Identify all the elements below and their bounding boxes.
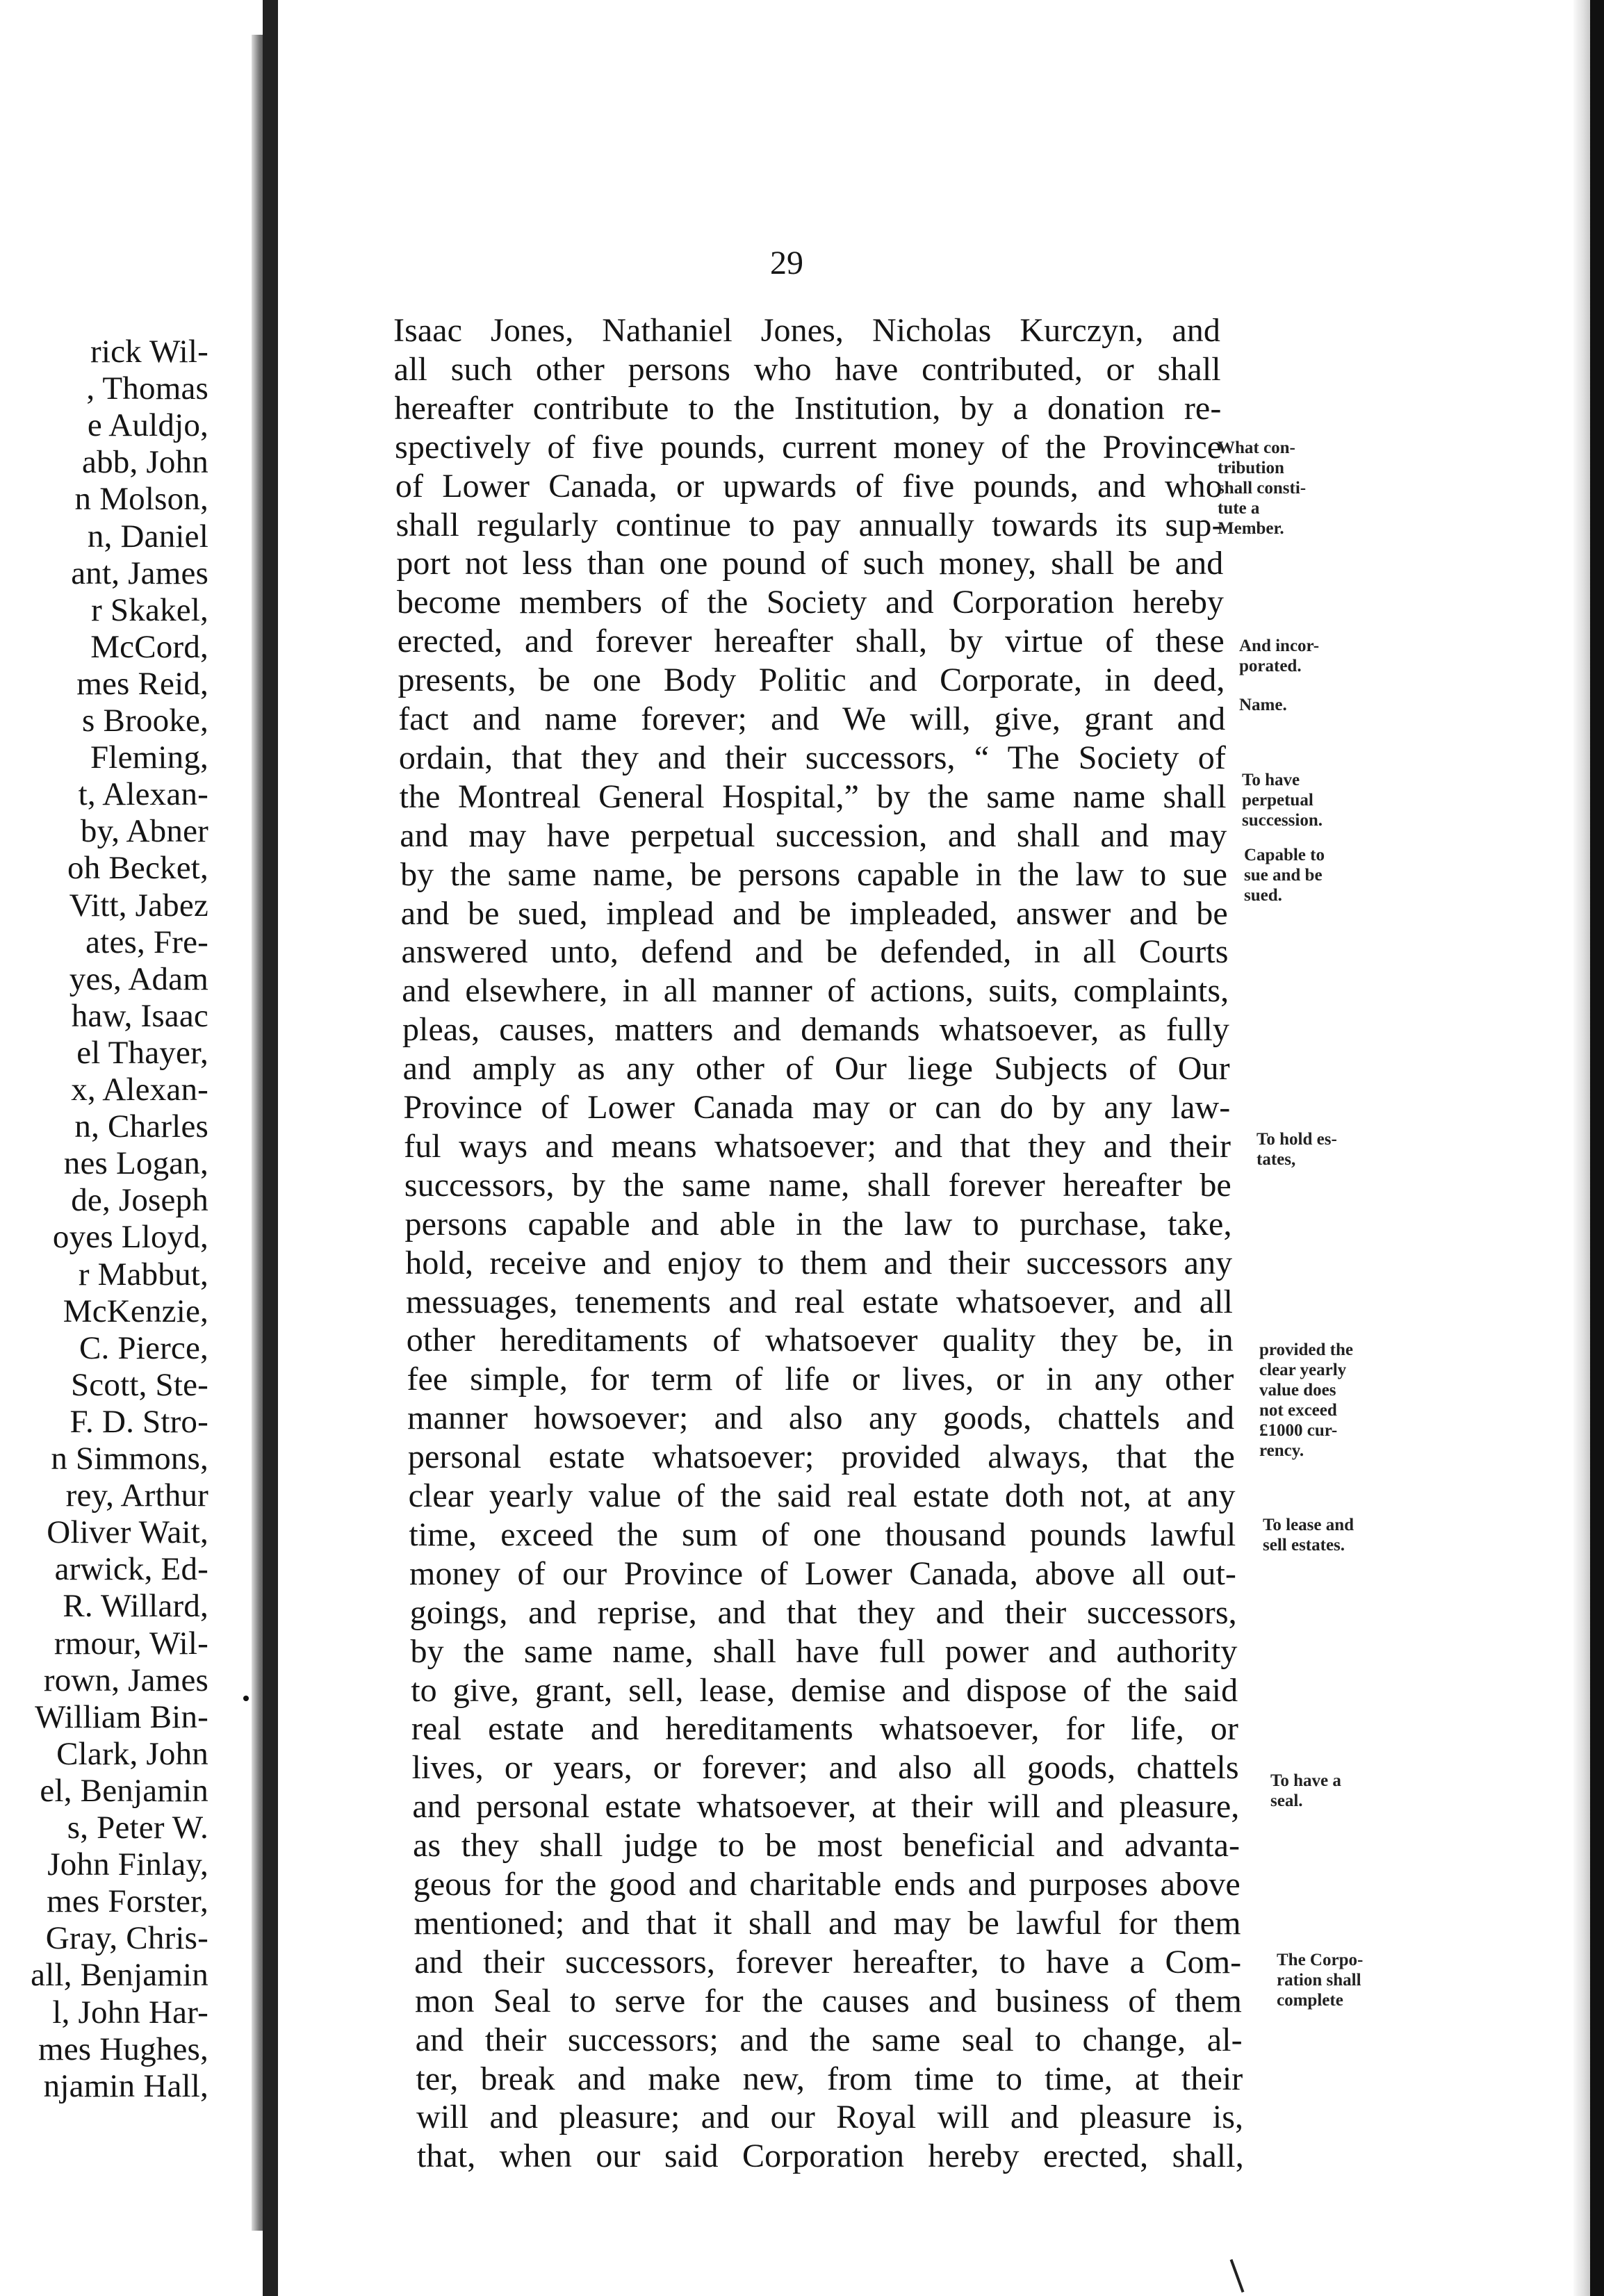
body-text-line: ter, break and make new, from time to time, at their — [416, 2060, 1243, 2097]
body-text-line: shall regularly continue to pay annually towards its sup- — [395, 506, 1223, 543]
left-text-line: Scott, Ste- — [70, 1366, 208, 1403]
left-text-line: el, Benjamin — [40, 1772, 208, 1809]
scan-mark — [1230, 2259, 1245, 2293]
left-text-line: t, Alexan- — [78, 776, 208, 813]
left-text-line: oh Becket, — [67, 850, 208, 887]
page-edge — [1573, 0, 1590, 2296]
page-number: 29 — [770, 245, 803, 281]
left-text-line: n, Charles — [74, 1108, 208, 1145]
body-text-line: clear yearly value of the said real estate doth not, at any — [408, 1477, 1236, 1514]
left-text-line: r Mabbut, — [78, 1256, 208, 1293]
left-text-line: yes, Adam — [69, 960, 208, 997]
body-text-line: of Lower Canada, or upwards of five pounds, and who — [395, 467, 1222, 505]
left-text-line: mes Hughes, — [38, 2031, 208, 2067]
left-text-line: R. Willard, — [63, 1588, 208, 1625]
body-text-line: mentioned; and that it shall and may be lawful for them — [414, 1904, 1241, 1942]
left-text-line: r Skakel, — [91, 591, 208, 628]
body-text-line: ordain, that they and their successors, “ The Society of — [398, 739, 1226, 776]
body-text-line: messuages, tenements and real estate whatsoever, and all — [406, 1283, 1233, 1320]
left-text-line: Clark, John — [56, 1735, 208, 1772]
left-text-line: ant, James — [71, 555, 208, 591]
left-text-line: John Finlay, — [47, 1846, 208, 1883]
margin-note: The Corpo- ration shall complete — [1277, 1951, 1364, 2010]
margin-note: What con- tribution shall consti- tute a Member. — [1218, 438, 1307, 538]
body-text-line: hereafter contribute to the Institution, by a donation re- — [394, 389, 1222, 427]
body-text-line: successors, by the same name, shall forever hereafter be — [404, 1166, 1231, 1204]
body-text-line: persons capable and able in the law to purchase, take, — [404, 1205, 1232, 1243]
body-text-line: mon Seal to serve for the causes and business of them — [414, 1982, 1242, 2019]
body-text-line: personal estate whatsoever; provided always, that the — [407, 1438, 1235, 1476]
left-text-line: C. Pierce, — [79, 1329, 208, 1366]
body-text-line: become members of the Society and Corporation hereby — [397, 584, 1225, 621]
left-text-line: n Molson, — [74, 481, 208, 518]
left-text-line: ates, Fre- — [85, 924, 208, 960]
left-text-line: rown, James — [43, 1662, 208, 1698]
left-text-line: n, Daniel — [87, 518, 208, 555]
margin-note: To hold es- tates, — [1257, 1130, 1337, 1169]
body-text-line: the Montreal General Hospital,” by the same name shall — [399, 778, 1227, 815]
margin-note: To have perpetual succession. — [1242, 771, 1323, 830]
left-text-line: Oliver Wait, — [47, 1514, 208, 1551]
body-text-line: fee simple, for term of life or lives, or in any other — [407, 1361, 1234, 1398]
body-text-line: and be sued, implead and be impleaded, answer and be — [400, 894, 1228, 932]
left-text-line: s, Peter W. — [67, 1810, 208, 1846]
body-text-line: Province of Lower Canada may or can do by any law- — [403, 1089, 1231, 1126]
left-text-line: Fleming, — [90, 739, 208, 776]
body-text-line: money of our Province of Lower Canada, above all out- — [409, 1555, 1237, 1592]
right-page — [278, 0, 1590, 2296]
body-text-line: lives, or years, or forever; and also all goods, chattels — [411, 1749, 1239, 1787]
left-text-line: McKenzie, — [63, 1293, 208, 1329]
body-text-line: as they shall judge to be most beneficial and advanta- — [413, 1827, 1241, 1864]
body-text-line: erected, and forever hereafter shall, by virtue of these — [397, 623, 1225, 660]
body-text-line: port not less than one pound of such money, shall be and — [396, 545, 1224, 582]
left-text-line: de, Joseph — [71, 1182, 208, 1219]
left-text-line: mes Reid, — [76, 665, 208, 702]
left-text-line: by, Abner — [80, 813, 208, 850]
body-text-line: goings, and reprise, and that they and their successors, — [409, 1593, 1237, 1631]
left-text-line: rmour, Wil- — [54, 1625, 208, 1662]
margin-note: To lease and sell estates. — [1263, 1516, 1355, 1555]
margin-note: Name. — [1239, 696, 1287, 714]
body-text-line: time, exceed the sum of one thousand pounds lawful — [409, 1516, 1236, 1553]
body-text-line: spectively of five pounds, current money of the Province — [395, 428, 1222, 466]
ink-dot — [243, 1696, 249, 1701]
left-text-line: F. D. Stro- — [69, 1403, 208, 1440]
left-text-line: n Simmons, — [51, 1441, 208, 1477]
left-text-line: McCord, — [90, 628, 208, 665]
body-text-line: that, when our said Corporation hereby erected, shall, — [416, 2138, 1244, 2175]
body-text-line: by the same name, shall have full power and authority — [410, 1632, 1238, 1670]
left-text-line: rey, Arthur — [65, 1477, 208, 1514]
body-text-line: and amply as any other of Our liege Subjects of Our — [402, 1050, 1230, 1088]
body-text-line: manner howsoever; and also any goods, chattels and — [407, 1400, 1235, 1437]
body-text-line: answered unto, defend and be defended, in all Courts — [401, 933, 1229, 971]
body-text-line: fact and name forever; and We will, give, grant and — [398, 700, 1226, 737]
left-text-line: William Bin- — [35, 1698, 208, 1735]
left-text-line: nes Logan, — [63, 1145, 208, 1182]
body-text-line: and their successors; and the same seal to change, al- — [415, 2021, 1243, 2058]
binding-shadow — [252, 35, 263, 2231]
left-text-line: s Brooke, — [82, 703, 208, 739]
body-text-line: and may have perpetual succession, and shall and may — [400, 817, 1227, 854]
margin-note: To have a seal. — [1270, 1771, 1341, 1810]
body-text-line: Isaac Jones, Nathaniel Jones, Nicholas Kurczyn, and — [393, 312, 1220, 349]
margin-note: provided the clear yearly value does not exceed £1000 cur- rency. — [1259, 1340, 1353, 1460]
left-text-line: Vitt, Jabez — [69, 887, 208, 924]
left-text-line: mes Forster, — [47, 1883, 208, 1920]
left-text-line: l, John Har- — [52, 1994, 208, 2031]
left-text-line: njamin Hall, — [43, 2067, 208, 2104]
body-text-line: hold, receive and enjoy to them and their successors any — [405, 1244, 1233, 1281]
body-text-line: real estate and hereditaments whatsoever, for life, or — [411, 1710, 1238, 1748]
body-text-line: presents, be one Body Politic and Corporate, in deed, — [398, 662, 1225, 699]
body-text-line: geous for the good and charitable ends and purposes above — [413, 1866, 1241, 1903]
left-text-line: Gray, Chris- — [45, 1920, 208, 1957]
body-text-line: and personal estate whatsoever, at their will and pleasure, — [412, 1788, 1240, 1826]
body-text-line: ful ways and means whatsoever; and that they and their — [404, 1127, 1231, 1165]
left-text-line: haw, Isaac — [71, 997, 208, 1034]
left-text-line: x, Alexan- — [71, 1072, 208, 1108]
left-text-line: abb, John — [82, 444, 208, 481]
left-page — [0, 0, 263, 2296]
left-text-line: e Auldjo, — [87, 407, 208, 444]
left-text-line: arwick, Ed- — [54, 1551, 208, 1588]
body-text-line: pleas, causes, matters and demands whatsoever, as fully — [402, 1011, 1229, 1049]
left-text-line: oyes Lloyd, — [52, 1219, 208, 1256]
left-text-line: all, Benjamin — [31, 1957, 208, 1994]
body-text-line: and elsewhere, in all manner of actions, suits, complaints, — [402, 972, 1229, 1010]
margin-note: Capable to sue and be sued. — [1244, 846, 1325, 905]
body-text-line: by the same name, be persons capable in the law to sue — [400, 855, 1228, 893]
body-text-line: to give, grant, sell, lease, demise and dispose of the said — [411, 1671, 1238, 1709]
body-text-line: will and pleasure; and our Royal will and pleasure is, — [416, 2099, 1244, 2136]
left-text-line: el Thayer, — [76, 1034, 208, 1071]
body-text-line: all such other persons who have contributed, or shall — [393, 350, 1221, 388]
body-text-line: other hereditaments of whatsoever quality they be, in — [406, 1322, 1234, 1359]
left-text-line: rick Wil- — [90, 334, 208, 370]
body-text-line: and their successors, forever hereafter, to have a Com- — [414, 1943, 1242, 1981]
left-text-line: , Thomas — [86, 370, 208, 407]
margin-note: And incor- porated. — [1239, 637, 1320, 675]
book-gutter — [263, 0, 278, 2296]
